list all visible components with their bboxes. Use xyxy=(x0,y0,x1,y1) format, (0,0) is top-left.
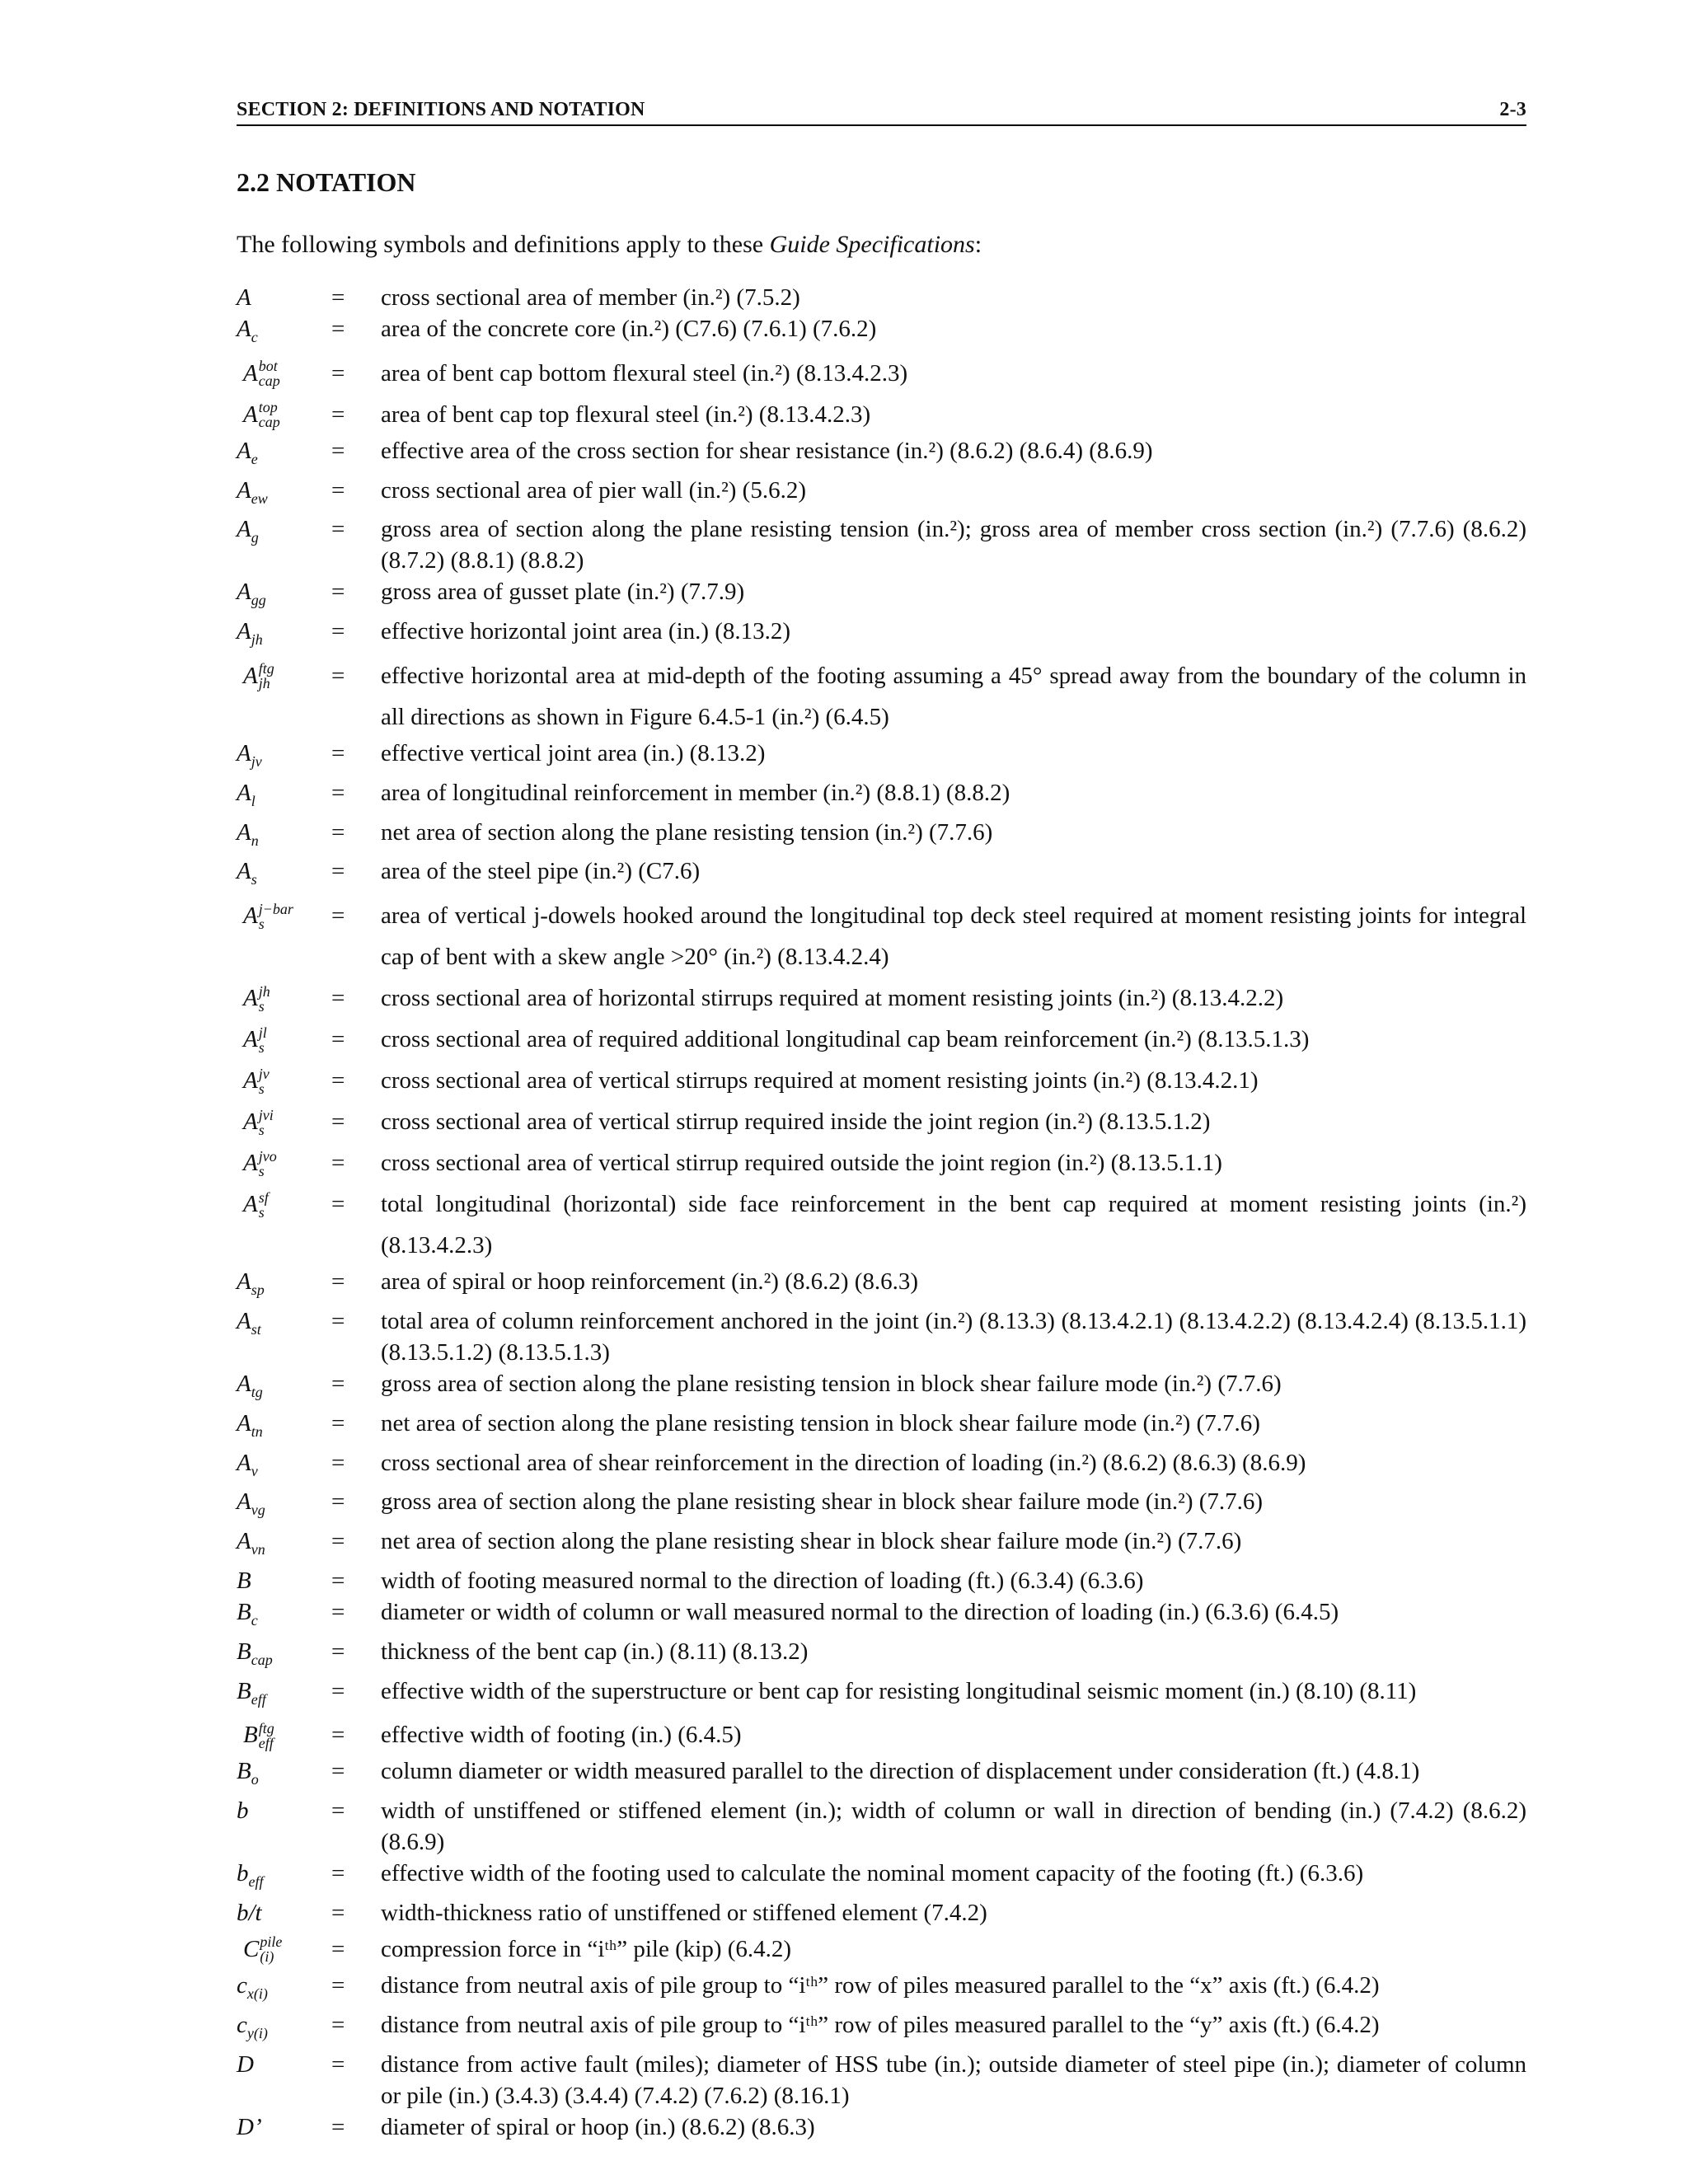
notation-symbol: $B_{cap}$ xyxy=(237,1638,273,1668)
notation-definition: cross sectional area of required additional longitudinal cap beam reinforcement (in.²) (8.13.5.1.3) xyxy=(381,1026,1310,1053)
equals-sign: = xyxy=(331,359,345,387)
equals-sign: = xyxy=(331,1307,345,1334)
notation-symbol: $A_{jh}$ xyxy=(237,618,263,648)
notation-entry xyxy=(237,1897,1526,1929)
notation-entry xyxy=(237,1755,1526,1795)
notation-entry xyxy=(237,1019,1526,1060)
equals-sign: = xyxy=(331,1150,345,1177)
equals-sign: = xyxy=(331,1971,345,1999)
equals-sign: = xyxy=(331,1067,345,1094)
notation-symbol: $A_{st}$ xyxy=(237,1307,261,1338)
notation-definition: effective horizontal joint area (in.) (8.13.2) xyxy=(381,618,791,645)
equals-sign: = xyxy=(331,1567,345,1594)
equals-sign: = xyxy=(331,985,345,1012)
notation-symbol: A jl s xyxy=(243,1024,267,1056)
notation-definition: distance from active fault (miles); diameter of HSS tube (in.); outside diameter of steel pipe (in.); diameter of column or pile (in.) (3.4.3) (3.4.4) (7.4.2) (7.6.2) (8.16.1) xyxy=(381,2050,1526,2109)
notation-symbol: A top cap xyxy=(243,399,280,431)
equals-sign: = xyxy=(331,618,345,645)
equals-sign: = xyxy=(331,316,345,342)
equals-sign: = xyxy=(331,1528,345,1555)
notation-definition: effective width of footing (in.) (6.4.5) xyxy=(381,1722,742,1749)
notation-symbol: A xyxy=(237,284,251,311)
notation-definition: thickness of the bent cap (in.) (8.11) (8.13.2) xyxy=(381,1638,809,1665)
equals-sign: = xyxy=(331,1191,345,1218)
notation-entry xyxy=(237,353,1526,394)
equals-sign: = xyxy=(331,437,345,464)
equals-sign: = xyxy=(331,2011,345,2038)
notation-symbol: $A_{tg}$ xyxy=(237,1370,263,1400)
equals-sign: = xyxy=(331,1758,345,1785)
equals-sign: = xyxy=(331,1677,345,1704)
notation-symbol: $B_o$ xyxy=(237,1758,259,1788)
notation-entry xyxy=(237,1858,1526,1897)
notation-definition: cross sectional area of vertical stirrup required outside the joint region (in.²) (8.13.5.1.1) xyxy=(381,1150,1222,1177)
notation-definition: gross area of section along the plane resisting tension in block shear failure mode (in.²) (7.7.6) xyxy=(381,1370,1282,1397)
notation-definition: net area of section along the plane resisting tension in block shear failure mode (in.²) (7.7.6) xyxy=(381,1409,1260,1436)
notation-entry xyxy=(237,1101,1526,1142)
equals-sign: = xyxy=(331,1108,345,1136)
notation-entry xyxy=(237,1795,1526,1858)
running-header-section-title: SECTION 2: DEFINITIONS AND NOTATION xyxy=(237,99,645,120)
notation-definition: area of vertical j-dowels hooked around the longitudinal top deck steel required at moment resisting joints for integral cap of bent with a skew angle >20° (in.²) (8.13.4.2.4) xyxy=(381,902,1526,971)
notation-symbol: A sf s xyxy=(243,1188,269,1221)
notation-entry xyxy=(237,977,1526,1019)
notation-definition: cross sectional area of member (in.²) (7.5.2) xyxy=(381,284,800,311)
notation-definition: cross sectional area of vertical stirrups required at moment resisting joints (in.²) (8.13.4.2.1) xyxy=(381,1067,1259,1094)
notation-entry xyxy=(237,475,1526,514)
notation-entry xyxy=(237,855,1526,895)
notation-definition: distance from neutral axis of pile group to “iᵗʰ” row of piles measured parallel to the “y” axis (ft.) (6.4.2) xyxy=(381,2011,1380,2038)
notation-entry xyxy=(237,1526,1526,1565)
notation-symbol: $A_s$ xyxy=(237,858,257,888)
notation-symbol: $A_e$ xyxy=(237,437,258,467)
notation-definition: width of footing measured normal to the direction of loading (ft.) (6.3.4) (6.3.6) xyxy=(381,1567,1144,1594)
notation-symbol: A j−bar s xyxy=(243,900,293,932)
notation-definition: effective vertical joint area (in.) (8.13.2) xyxy=(381,739,766,766)
notation-entry xyxy=(237,1266,1526,1305)
notation-definition: area of the concrete core (in.²) (C7.6) (7.6.1) (7.6.2) xyxy=(381,316,877,342)
equals-sign: = xyxy=(331,401,345,428)
notation-entry xyxy=(237,1636,1526,1675)
notation-symbol: b xyxy=(237,1797,249,1825)
equals-sign: = xyxy=(331,1409,345,1436)
notation-entry xyxy=(237,394,1526,435)
equals-sign: = xyxy=(331,284,345,311)
notation-definition: width of unstiffened or stiffened element (in.); width of column or wall in direction of bending (in.) (7.4.2) (8.6.2) (8.6.9) xyxy=(381,1797,1526,1856)
notation-definition: cross sectional area of shear reinforcement in the direction of loading (in.²) (8.6.2) (8.6.3) (8.6.9) xyxy=(381,1449,1306,1476)
notation-entry xyxy=(237,2049,1526,2111)
intro-paragraph: The following symbols and definitions apply to these Guide Specifications: xyxy=(237,231,982,258)
notation-entry xyxy=(237,738,1526,777)
notation-symbol: $A_v$ xyxy=(237,1449,258,1479)
equals-sign: = xyxy=(331,1268,345,1296)
notation-entry xyxy=(237,1486,1526,1526)
notation-entry xyxy=(237,1305,1526,1368)
notation-definition: gross area of section along the plane resisting shear in block shear failure mode (in.²) (7.7.6) xyxy=(381,1488,1264,1516)
notation-symbol: $A_{tn}$ xyxy=(237,1409,263,1440)
notation-symbol: D’ xyxy=(237,2113,262,2140)
notation-definition: cross sectional area of horizontal stirrups required at moment resisting joints (in.²) (8.13.4.2.2) xyxy=(381,985,1284,1012)
notation-definition: area of bent cap bottom flexural steel (in.²) (8.13.4.2.3) xyxy=(381,359,908,387)
equals-sign: = xyxy=(331,662,345,689)
equals-sign: = xyxy=(331,739,345,766)
notation-entry xyxy=(237,313,1526,353)
notation-definition: area of spiral or hoop reinforcement (in.²) (8.6.2) (8.6.3) xyxy=(381,1268,919,1296)
notation-symbol: $A_c$ xyxy=(237,316,258,345)
notation-symbol: $A_{vn}$ xyxy=(237,1528,265,1558)
notation-definition: distance from neutral axis of pile group to “iᵗʰ” row of piles measured parallel to the “x” axis (ft.) (6.4.2) xyxy=(381,1971,1380,1999)
notation-symbol: $A_{jv}$ xyxy=(237,739,262,770)
notation-definition: effective horizontal area at mid-depth of the footing assuming a 45° spread away from the boundary of the column in all directions as shown in Figure 6.4.5-1 (in.²) (6.4.5) xyxy=(381,662,1526,730)
notation-symbol: A ftg jh xyxy=(243,660,274,692)
equals-sign: = xyxy=(331,1370,345,1397)
notation-definition: diameter of spiral or hoop (in.) (8.6.2) (8.6.3) xyxy=(381,2113,815,2140)
notation-entry xyxy=(237,2111,1526,2143)
equals-sign: = xyxy=(331,2050,345,2078)
equals-sign: = xyxy=(331,1899,345,1926)
notation-definition: net area of section along the plane resisting tension (in.²) (7.7.6) xyxy=(381,818,993,846)
equals-sign: = xyxy=(331,1638,345,1665)
notation-definition: effective area of the cross section for shear resistance (in.²) (8.6.2) (8.6.4) (8.6.9) xyxy=(381,437,1153,464)
notation-symbol: A jv s xyxy=(243,1065,270,1097)
notation-symbol: $A_{vg}$ xyxy=(237,1488,265,1519)
notation-list xyxy=(237,282,1526,2143)
notation-symbol: $A_{sp}$ xyxy=(237,1268,265,1298)
notation-symbol: B ftg eff xyxy=(243,1719,274,1751)
notation-definition: net area of section along the plane resisting shear in block shear failure mode (in.²) (7.7.6) xyxy=(381,1528,1242,1555)
notation-entry xyxy=(237,1408,1526,1447)
notation-definition: total longitudinal (horizontal) side face reinforcement in the bent cap required at moment resisting joints (in.²) (8.13.4.2.3) xyxy=(381,1191,1526,1259)
equals-sign: = xyxy=(331,2113,345,2140)
notation-definition: effective width of the superstructure or bent cap for resisting longitudinal seismic moment (in.) (8.10) (8.11) xyxy=(381,1677,1417,1704)
equals-sign: = xyxy=(331,858,345,885)
notation-symbol: A jh s xyxy=(243,982,270,1015)
equals-sign: = xyxy=(331,579,345,606)
notation-entry xyxy=(237,513,1526,576)
notation-entry xyxy=(237,1714,1526,1755)
notation-symbol: $A_{ew}$ xyxy=(237,476,268,507)
notation-entry xyxy=(237,1675,1526,1715)
notation-entry xyxy=(237,1970,1526,2009)
page-number: 2-3 xyxy=(1499,99,1526,120)
notation-entry xyxy=(237,895,1526,977)
notation-definition: compression force in “iᵗʰ” pile (kip) (6.4.2) xyxy=(381,1935,792,1962)
notation-symbol: b/t xyxy=(237,1899,262,1926)
notation-entry xyxy=(237,1596,1526,1636)
notation-symbol: $B_{eff}$ xyxy=(237,1677,266,1708)
equals-sign: = xyxy=(331,476,345,504)
notation-entry xyxy=(237,1368,1526,1408)
notation-entry xyxy=(237,655,1526,738)
notation-entry xyxy=(237,817,1526,856)
notation-definition: area of longitudinal reinforcement in member (in.²) (8.8.1) (8.8.2) xyxy=(381,779,1010,806)
notation-symbol: A jvi s xyxy=(243,1106,274,1138)
notation-definition: area of the steel pipe (in.²) (C7.6) xyxy=(381,858,701,885)
equals-sign: = xyxy=(331,1026,345,1053)
notation-definition: cross sectional area of pier wall (in.²) (5.6.2) xyxy=(381,476,806,504)
equals-sign: = xyxy=(331,1722,345,1749)
notation-definition: gross area of gusset plate (in.²) (7.7.9) xyxy=(381,579,745,606)
notation-symbol: $B_c$ xyxy=(237,1598,258,1629)
document-page xyxy=(237,99,1526,2143)
notation-entry xyxy=(237,1142,1526,1183)
equals-sign: = xyxy=(331,1860,345,1887)
notation-symbol: $A_l$ xyxy=(237,779,256,809)
equals-sign: = xyxy=(331,902,345,930)
notation-definition: diameter or width of column or wall measured normal to the direction of loading (in.) (6.3.6) (6.4.5) xyxy=(381,1598,1339,1625)
notation-entry xyxy=(237,1565,1526,1596)
equals-sign: = xyxy=(331,1449,345,1476)
equals-sign: = xyxy=(331,1797,345,1825)
notation-entry xyxy=(237,1447,1526,1487)
notation-symbol: $b_{eff}$ xyxy=(237,1860,264,1890)
equals-sign: = xyxy=(331,818,345,846)
notation-entry xyxy=(237,435,1526,475)
notation-symbol: $A_g$ xyxy=(237,516,259,546)
notation-entry xyxy=(237,777,1526,817)
notation-definition: total area of column reinforcement anchored in the joint (in.²) (8.13.3) (8.13.4.2.1) (8.13.4.2.2) (8.13.4.2.4) (8.13.5.1.1) (8.13.5.1.2) (8.13.5.1.3) xyxy=(381,1307,1526,1366)
notation-entry xyxy=(237,1929,1526,1970)
notation-symbol: C pile (i) xyxy=(243,1933,283,1966)
notation-entry xyxy=(237,282,1526,313)
running-header xyxy=(237,99,1526,126)
notation-definition: area of bent cap top flexural steel (in.²) (8.13.4.2.3) xyxy=(381,401,871,428)
notation-definition: width-thickness ratio of unstiffened or stiffened element (7.4.2) xyxy=(381,1899,987,1926)
notation-definition: effective width of the footing used to calculate the nominal moment capacity of the footing (ft.) (6.3.6) xyxy=(381,1860,1364,1887)
equals-sign: = xyxy=(331,1488,345,1516)
notation-symbol: B xyxy=(237,1567,251,1594)
notation-symbol: $A_n$ xyxy=(237,818,259,849)
section-heading: 2.2 NOTATION xyxy=(237,167,416,197)
equals-sign: = xyxy=(331,1598,345,1625)
equals-sign: = xyxy=(331,516,345,543)
notation-entry xyxy=(237,2009,1526,2049)
notation-entry xyxy=(237,1060,1526,1101)
equals-sign: = xyxy=(331,1935,345,1962)
notation-symbol: D xyxy=(237,2050,254,2078)
notation-definition: gross area of section along the plane resisting tension (in.²); gross area of member cross section (in.²) (7.7.6) (8.6.2) (8.7.2) (8.8.1) (8.8.2) xyxy=(381,516,1526,574)
notation-symbol: $A_{gg}$ xyxy=(237,579,266,609)
equals-sign: = xyxy=(331,779,345,806)
notation-definition: cross sectional area of vertical stirrup required inside the joint region (in.²) (8.13.5.1.2) xyxy=(381,1108,1211,1136)
notation-symbol: $c_{y(i)}$ xyxy=(237,2011,268,2041)
notation-definition: column diameter or width measured parallel to the direction of displacement under consideration (ft.) (4.8.1) xyxy=(381,1758,1420,1785)
notation-entry xyxy=(237,576,1526,616)
notation-entry xyxy=(237,616,1526,655)
notation-symbol: A jvo s xyxy=(243,1147,277,1179)
notation-symbol: A bot cap xyxy=(243,358,280,390)
notation-entry xyxy=(237,1183,1526,1266)
notation-symbol: $c_{x(i)}$ xyxy=(237,1971,268,2002)
